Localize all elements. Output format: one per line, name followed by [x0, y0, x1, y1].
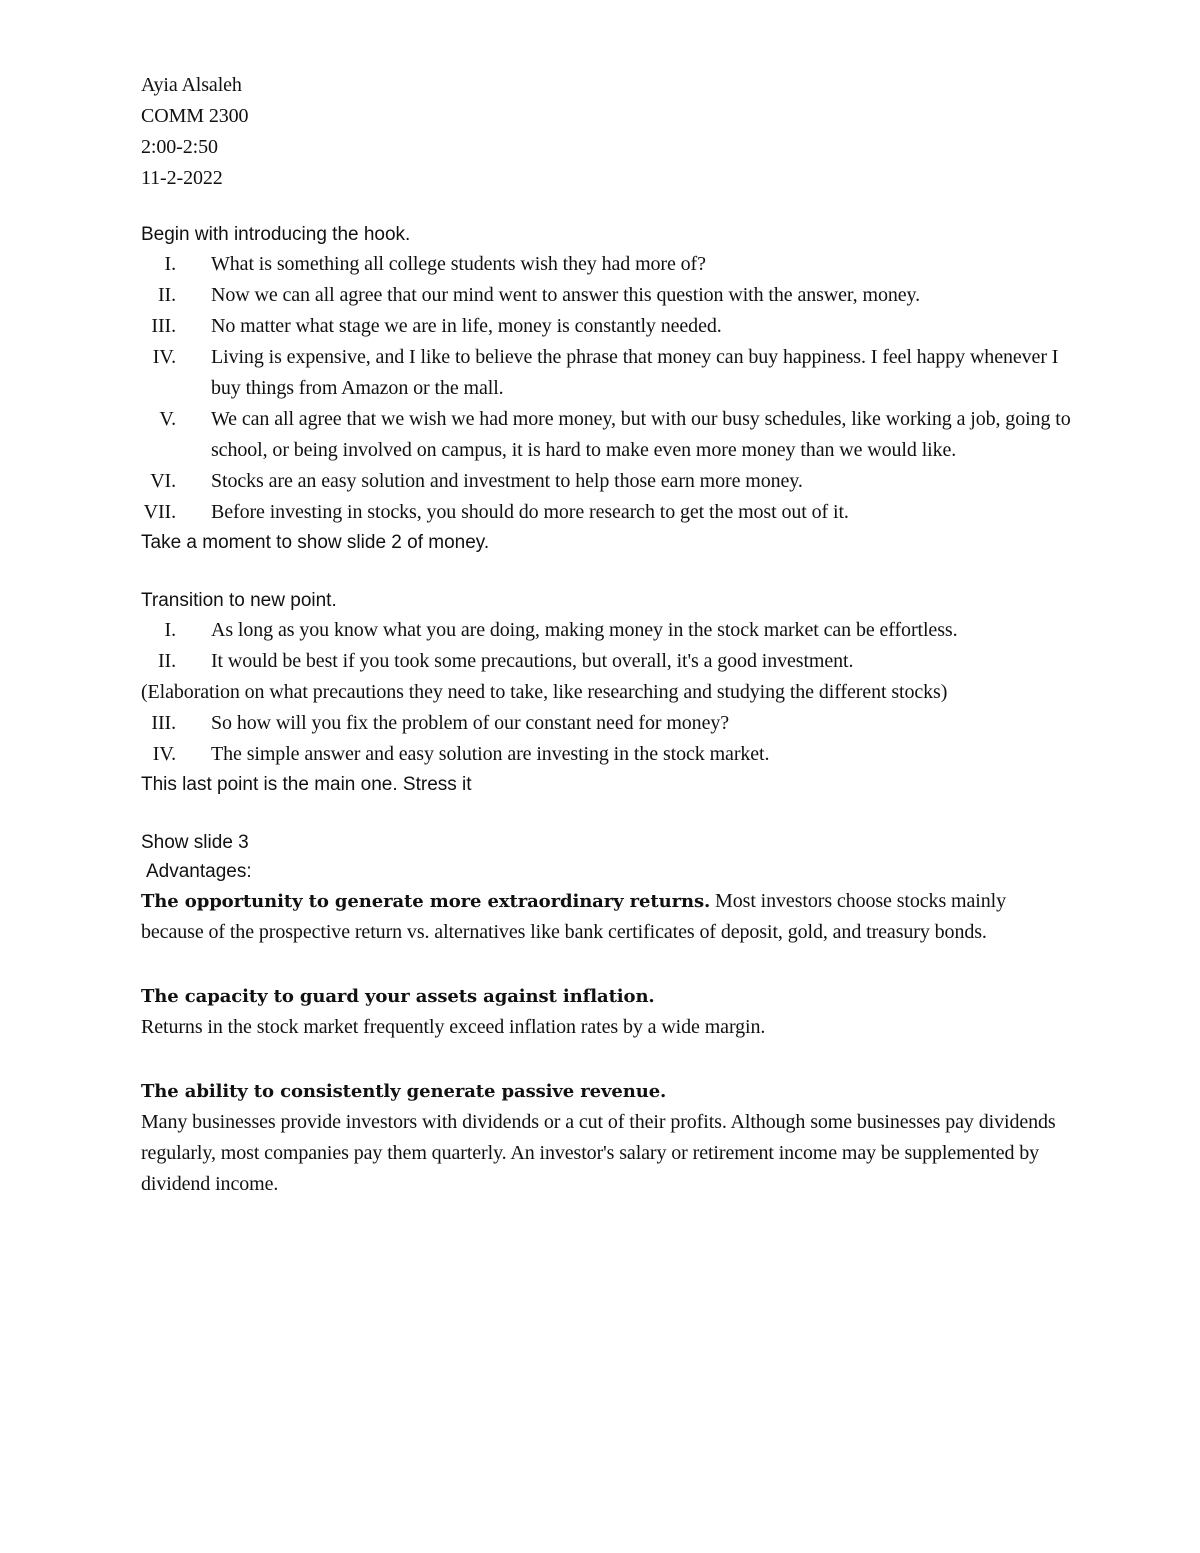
advantages-label: Advantages:: [146, 861, 252, 882]
list-item: [141, 249, 1071, 280]
class-time: 2:00-2:50: [141, 136, 218, 158]
list-numeral: VII.: [143, 501, 176, 523]
list-item: [141, 466, 1071, 497]
list-numeral: I.: [164, 619, 176, 641]
course-code: COMM 2300: [141, 105, 249, 127]
list-item-text: Now we can all agree that our mind went to answer this question with the answer, money.: [211, 284, 921, 306]
list-item-text: Stocks are an easy solution and investment to help those earn more money.: [211, 470, 803, 492]
list-item: [141, 497, 1071, 528]
section2-list-a: [141, 615, 1071, 677]
document-body: [141, 70, 1071, 1200]
date: 11-2-2022: [141, 167, 223, 189]
section1-intro: Begin with introducing the hook.: [141, 224, 411, 245]
list-item-text: Living is expensive, and I like to believe the phrase that money can buy happiness. I feel happy whenever I buy things from Amazon or the mall.: [211, 346, 1059, 399]
list-numeral: III.: [151, 315, 176, 337]
slide3-note: Show slide 3: [141, 832, 249, 853]
section2-intro: Transition to new point.: [141, 590, 337, 611]
list-item: [141, 404, 1071, 466]
list-item: [141, 280, 1071, 311]
elaboration-note: (Elaboration on what precautions they need to take, like researching and studying the different stocks): [141, 681, 948, 703]
list-numeral: II.: [157, 650, 176, 672]
advantage-1: [141, 886, 1071, 948]
list-numeral: III.: [151, 712, 176, 734]
list-item: [141, 646, 1071, 677]
list-numeral: II.: [157, 284, 176, 306]
list-item-text: What is something all college students wish they had more of?: [211, 253, 706, 275]
list-item-text: No matter what stage we are in life, money is constantly needed.: [211, 315, 722, 337]
advantage-2-title: The capacity to guard your assets against inflation.: [141, 986, 655, 1007]
list-item: [141, 708, 1071, 739]
list-item-text: As long as you know what you are doing, making money in the stock market can be effortless.: [211, 619, 958, 641]
list-numeral: IV.: [152, 346, 176, 368]
list-item-text: We can all agree that we wish we had more money, but with our busy schedules, like working a job, going to school, or being involved on campus, it is hard to make even more money than we would like.: [211, 408, 1071, 461]
header-block: [141, 70, 1071, 194]
advantage-1-title: The opportunity to generate more extraordinary returns.: [141, 891, 711, 912]
list-item: [141, 342, 1071, 404]
advantage-2-text: Returns in the stock market frequently exceed inflation rates by a wide margin.: [141, 1016, 766, 1038]
section2-note: This last point is the main one. Stress it: [141, 774, 472, 795]
section1-list: [141, 249, 1071, 528]
list-item-text: The simple answer and easy solution are investing in the stock market.: [211, 743, 770, 765]
advantage-3: [141, 1076, 1071, 1200]
list-numeral: VI.: [150, 470, 176, 492]
list-item: [141, 739, 1071, 770]
list-item-text: So how will you fix the problem of our constant need for money?: [211, 712, 730, 734]
list-item: [141, 615, 1071, 646]
advantage-2: [141, 981, 1071, 1043]
list-item-text: It would be best if you took some precautions, but overall, it's a good investment.: [211, 650, 854, 672]
author-name: Ayia Alsaleh: [141, 74, 242, 96]
section1-note: Take a moment to show slide 2 of money.: [141, 532, 490, 553]
section2-list-b: [141, 708, 1071, 770]
advantage-3-title: The ability to consistently generate passive revenue.: [141, 1081, 667, 1102]
list-item: [141, 311, 1071, 342]
list-numeral: V.: [159, 408, 176, 430]
advantage-1-text: Most investors choose stocks mainly because of the prospective return vs. alternatives like bank certificates of deposit, gold, and treasury bonds.: [141, 890, 1006, 943]
list-numeral: IV.: [152, 743, 176, 765]
list-item-text: Before investing in stocks, you should do more research to get the most out of it.: [211, 501, 849, 523]
list-numeral: I.: [164, 253, 176, 275]
advantage-3-text: Many businesses provide investors with dividends or a cut of their profits. Although some businesses pay dividends regularly, most companies pay them quarterly. An investor's salary or retirement income may be supplemented by dividend income.: [141, 1111, 1061, 1195]
